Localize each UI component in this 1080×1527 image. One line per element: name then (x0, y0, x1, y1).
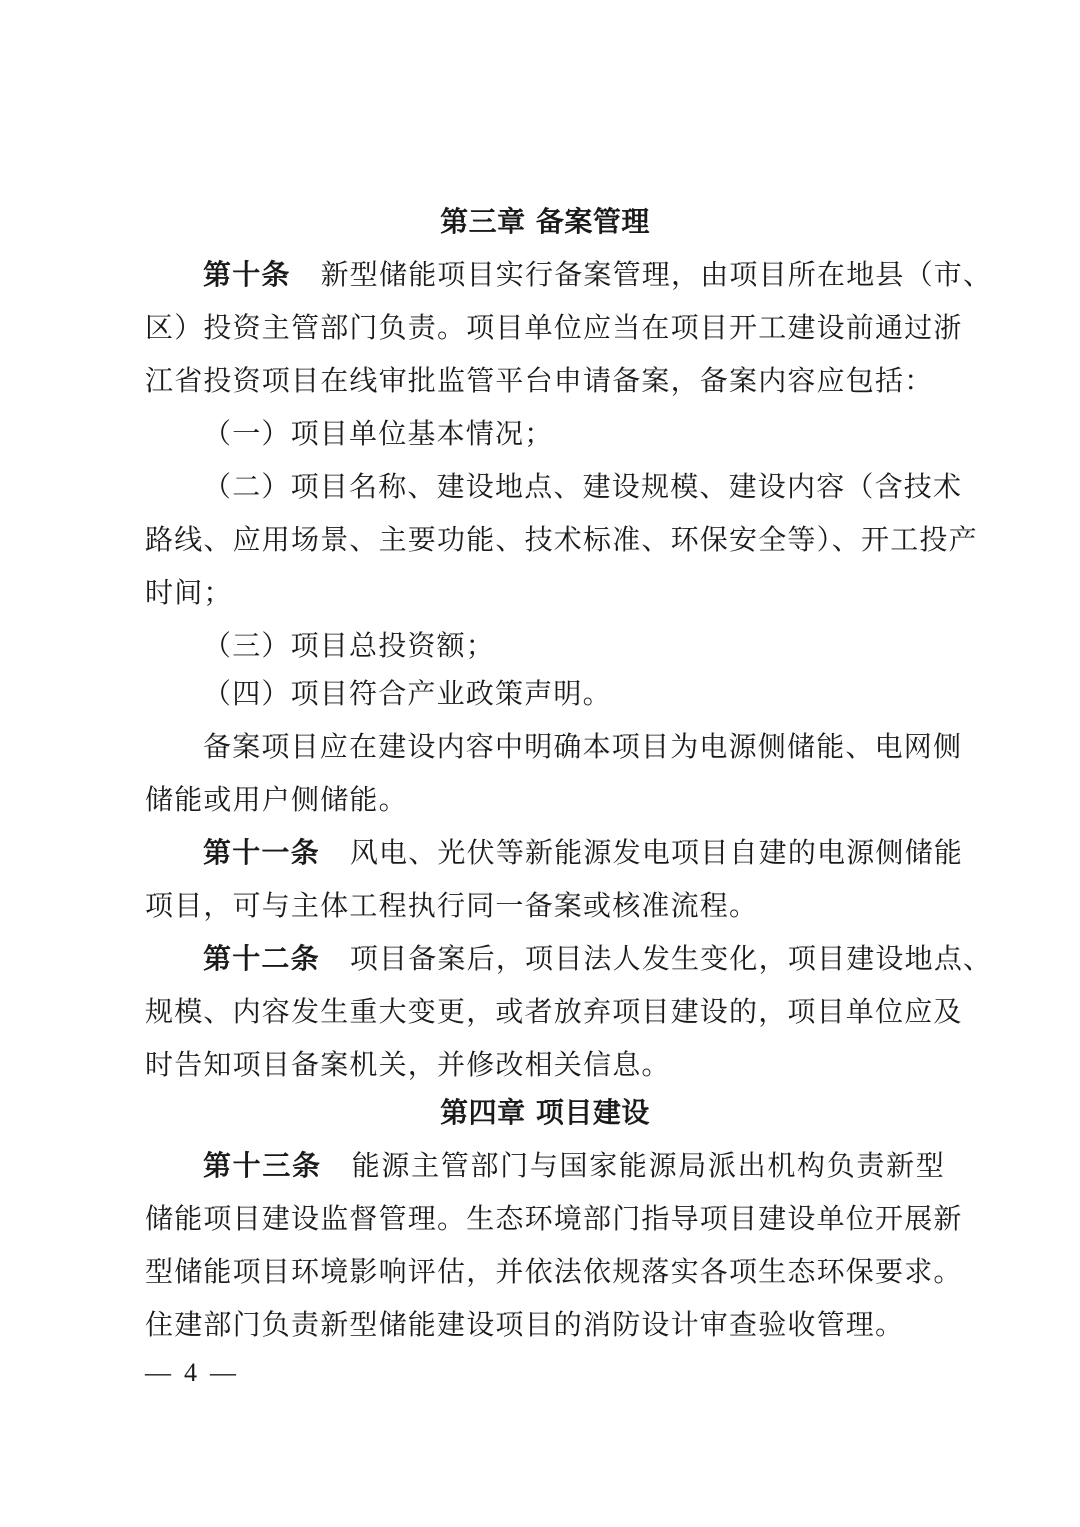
article-10-line-2: 区）投资主管部门负责。项目单位应当在项目开工建设前通过浙 (145, 311, 963, 344)
list-item-3: （三）项目总投资额； (203, 629, 496, 662)
article-10-label: 第十条 (203, 258, 291, 291)
page-number: — 4 — (145, 1358, 236, 1387)
article-13-label: 第十三条 (203, 1149, 322, 1182)
article-11-line-2: 项目，可与主体工程执行同一备案或核准流程。 (145, 889, 759, 922)
article-12-line-1 (145, 932, 993, 985)
chapter-4-title: 第四章 项目建设 (440, 1096, 650, 1129)
article-10-note-line-2: 储能或用户侧储能。 (145, 783, 408, 816)
article-11-text: 风电、光伏等新能源发电项目自建的电源侧储能 (349, 836, 964, 869)
article-13-text: 能源主管部门与国家能源局派出机构负责新型 (351, 1149, 945, 1182)
article-10-note-line-1: 备案项目应在建设内容中明确本项目为电源侧储能、电网侧 (203, 730, 963, 763)
list-item-1: （一）项目单位基本情况； (203, 417, 554, 450)
article-12-text: 项目备案后，项目法人发生变化，项目建设地点、 (349, 942, 993, 975)
article-10-text: 新型储能项目实行备案管理，由项目所在地县（市、 (320, 258, 993, 291)
article-11-label: 第十一条 (203, 836, 320, 869)
list-item-4: （四）项目符合产业政策声明。 (203, 677, 612, 710)
list-item-2-line-3: 时间； (145, 576, 233, 609)
article-12-label: 第十二条 (203, 942, 320, 975)
article-12-line-3: 时告知项目备案机关，并修改相关信息。 (145, 1048, 671, 1081)
article-13-line-2: 储能项目建设监督管理。生态环境部门指导项目建设单位开展新 (145, 1202, 963, 1235)
article-13-line-1 (145, 1139, 945, 1192)
chapter-3-title: 第三章 备案管理 (440, 205, 650, 238)
list-item-2-line-2: 路线、应用场景、主要功能、技术标准、环保安全等）、开工投产 (145, 523, 978, 556)
article-10-line-1 (145, 248, 993, 301)
article-11-line-1 (145, 826, 964, 879)
list-item-2-line-1: （二）项目名称、建设地点、建设规模、建设内容（含技术 (203, 470, 963, 503)
article-10-line-3: 江省投资项目在线审批监管平台申请备案，备案内容应包括： (145, 364, 934, 397)
article-13-line-3: 型储能项目环境影响评估，并依法依规落实各项生态环保要求。 (145, 1255, 963, 1288)
article-12-line-2: 规模、内容发生重大变更，或者放弃项目建设的，项目单位应及 (145, 995, 963, 1028)
article-13-line-4: 住建部门负责新型储能建设项目的消防设计审查验收管理。 (145, 1308, 905, 1341)
